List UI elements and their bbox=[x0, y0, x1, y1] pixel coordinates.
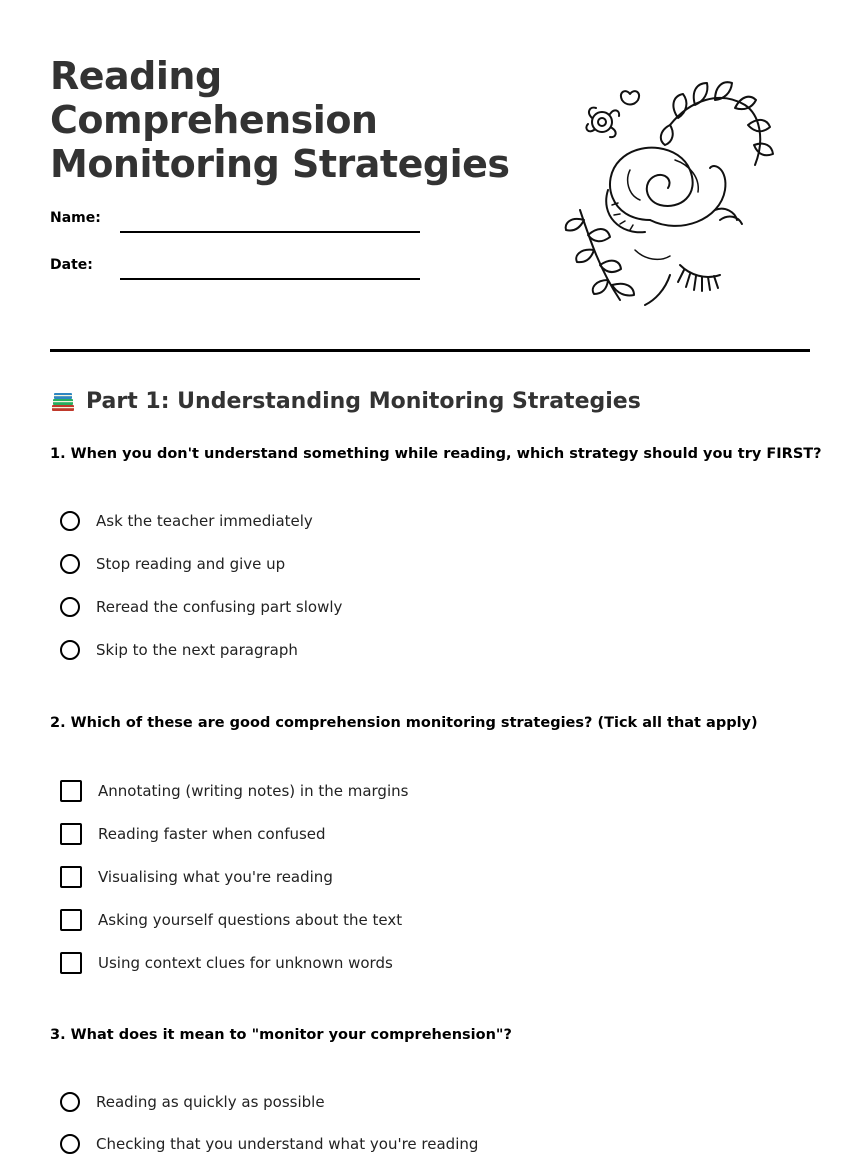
date-label: Date: bbox=[50, 257, 93, 273]
radio-button[interactable] bbox=[60, 1092, 80, 1112]
q1-option-4[interactable] bbox=[60, 640, 298, 660]
option-label: Skip to the next paragraph bbox=[96, 641, 298, 659]
radio-button[interactable] bbox=[60, 554, 80, 574]
option-label: Ask the teacher immediately bbox=[96, 512, 313, 530]
koru-fern-flower-illustration bbox=[550, 70, 780, 310]
checkbox[interactable] bbox=[60, 909, 82, 931]
checkbox[interactable] bbox=[60, 866, 82, 888]
radio-button[interactable] bbox=[60, 511, 80, 531]
date-field[interactable] bbox=[120, 278, 420, 280]
section-divider bbox=[50, 349, 810, 352]
checkbox[interactable] bbox=[60, 823, 82, 845]
option-label: Reading as quickly as possible bbox=[96, 1093, 325, 1111]
option-label: Reading faster when confused bbox=[98, 825, 326, 843]
option-label: Reread the confusing part slowly bbox=[96, 598, 343, 616]
option-label: Checking that you understand what you're reading bbox=[96, 1135, 479, 1153]
option-label: Annotating (writing notes) in the margins bbox=[98, 782, 409, 800]
checkbox[interactable] bbox=[60, 952, 82, 974]
checkbox[interactable] bbox=[60, 780, 82, 802]
question-1: 1. When you don't understand something while reading, which strategy should you try FIRST? bbox=[50, 446, 822, 462]
q2-option-1[interactable] bbox=[60, 780, 408, 802]
option-label: Visualising what you're reading bbox=[98, 868, 333, 886]
title-line-1: Reading bbox=[50, 54, 222, 98]
q2-option-5[interactable] bbox=[60, 952, 393, 974]
radio-button[interactable] bbox=[60, 640, 80, 660]
part1-heading-text: Part 1: Understanding Monitoring Strategies bbox=[86, 388, 641, 414]
name-label: Name: bbox=[50, 210, 101, 226]
books-icon bbox=[50, 388, 76, 414]
radio-button[interactable] bbox=[60, 1134, 80, 1154]
option-label: Using context clues for unknown words bbox=[98, 954, 393, 972]
radio-button[interactable] bbox=[60, 597, 80, 617]
q1-option-1[interactable] bbox=[60, 511, 313, 531]
option-label: Asking yourself questions about the text bbox=[98, 911, 403, 929]
q2-option-4[interactable] bbox=[60, 909, 402, 931]
page-title bbox=[50, 54, 520, 186]
title-line-2: Comprehension bbox=[50, 98, 378, 142]
name-field[interactable] bbox=[120, 231, 420, 233]
q2-option-2[interactable] bbox=[60, 823, 326, 845]
q3-option-1[interactable] bbox=[60, 1092, 325, 1112]
part1-heading bbox=[50, 388, 641, 414]
option-label: Stop reading and give up bbox=[96, 555, 286, 573]
title-line-3: Monitoring Strategies bbox=[50, 142, 510, 186]
q2-option-3[interactable] bbox=[60, 866, 333, 888]
q3-option-2[interactable] bbox=[60, 1134, 478, 1154]
q1-option-3[interactable] bbox=[60, 597, 342, 617]
question-2: 2. Which of these are good comprehension monitoring strategies? (Tick all that apply) bbox=[50, 715, 758, 731]
q1-option-2[interactable] bbox=[60, 554, 285, 574]
question-3: 3. What does it mean to "monitor your comprehension"? bbox=[50, 1027, 512, 1043]
